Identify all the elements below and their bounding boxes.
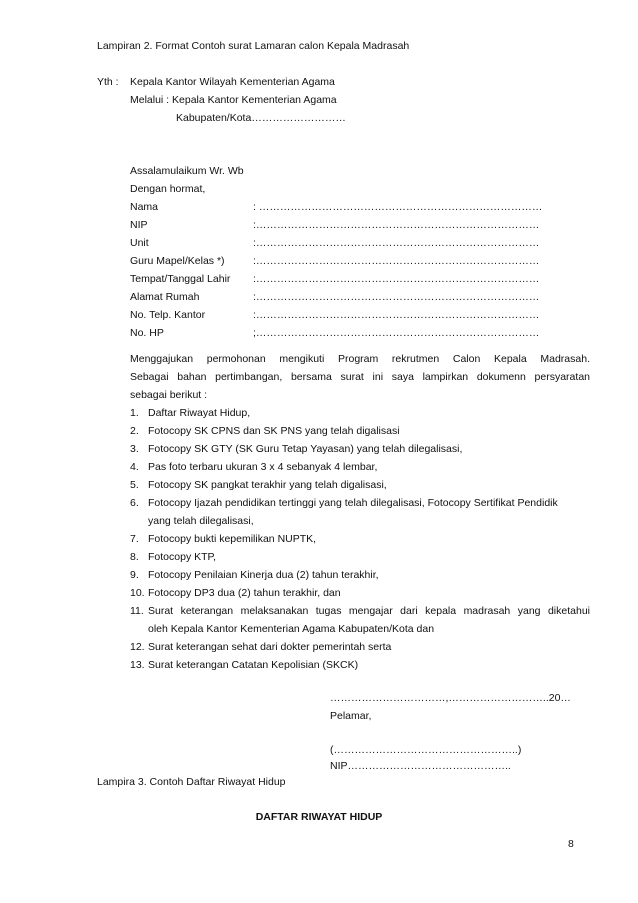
list-number: 8. [130,551,139,563]
paragraph-line: sebagai berikut : [130,389,208,401]
field-label: Guru Mapel/Kelas *) [130,255,225,267]
melalui-line: Melalui : Kepala Kantor Kementerian Agama [130,94,337,106]
lampiran-3-heading: Lampira 3. Contoh Daftar Riwayat Hidup [97,776,286,788]
yth-label: Yth : [97,76,119,88]
field-value: :……………………………………………………………………… [253,219,540,231]
list-number: 7. [130,533,139,545]
list-number: 6. [130,497,139,509]
list-text: Surat keterangan Catatan Kepolisian (SKCK) [148,659,359,671]
list-text: Fotocopy DP3 dua (2) tahun terakhir, dan [148,587,341,599]
list-number: 2. [130,425,139,437]
field-label: Alamat Rumah [130,291,200,303]
paragraph-line: Menggajukan permohonan mengikuti Program rekrutmen Calon Kepala Madrasah. [130,353,590,365]
paragraph-line: Sebagai bahan pertimbangan, bersama surat ini saya lampirkan dokumenn persyaratan [130,371,590,383]
drh-title: DAFTAR RIWAYAT HIDUP [255,811,383,823]
signature-name-line: (……………………………………………..) [330,744,522,756]
list-text: Fotocopy bukti kepemilikan NUPTK, [148,533,317,545]
list-number: 12. [130,641,145,653]
field-value: :……………………………………………………………………… [253,291,540,303]
field-label: Unit [130,237,149,249]
greeting: Assalamulaikum Wr. Wb [130,165,244,177]
salutation: Dengan hormat, [130,183,206,195]
list-number: 5. [130,479,139,491]
signature-pelamar: Pelamar, [330,710,372,722]
field-label: NIP [130,219,148,231]
list-number: 3. [130,443,139,455]
field-label: No. HP [130,327,164,339]
list-text: Pas foto terbaru ukuran 3 x 4 sebanyak 4 lembar, [148,461,378,473]
list-text: Fotocopy KTP, [148,551,217,563]
list-text: Fotocopy Ijazah pendidikan tertinggi yang telah dilegalisasi, Fotocopy Sertifikat Pendidik [148,497,558,509]
field-label: No. Telp. Kantor [130,309,206,321]
kabupaten-line: Kabupaten/Kota……………………… [176,112,346,124]
field-value: :……………………………………………………………………… [253,237,540,249]
request-paragraph [130,350,590,404]
field-value: :……………………………………………………………………… [253,255,540,267]
list-text-continued: oleh Kepala Kantor Kementerian Agama Kabupaten/Kota dan [148,623,435,635]
lampiran-2-heading: Lampiran 2. Format Contoh surat Lamaran calon Kepala Madrasah [97,40,410,52]
list-text: Fotocopy SK CPNS dan SK PNS yang telah digalisasi [148,425,400,437]
yth-recipient: Kepala Kantor Wilayah Kementerian Agama [130,76,335,88]
list-number: 9. [130,569,139,581]
list-text: Fotocopy SK GTY (SK Guru Tetap Yayasan) yang telah dilegalisasi, [148,443,463,455]
field-value: ;……………………………………………………………………… [253,327,540,339]
list-number: 4. [130,461,139,473]
list-number: 1. [130,407,139,419]
list-text: Fotocopy SK pangkat terakhir yang telah digalisasi, [148,479,387,491]
signature-nip-line: NIP……………………………………….. [330,760,511,772]
field-value: :……………………………………………………………………… [253,309,540,321]
list-text-continued: yang telah dilegalisasi, [148,515,254,527]
field-label: Nama [130,201,159,213]
field-value: : ……………………………………………………………………… [253,201,543,213]
signature-place-date: ……………………………,………………………..20… [330,692,571,704]
field-label: Tempat/Tanggal Lahir [130,273,231,285]
list-number: 13. [130,659,145,671]
list-text: Fotocopy Penilaian Kinerja dua (2) tahun terakhir, [148,569,379,581]
list-number: 11. [130,605,144,617]
list-text: Daftar Riwayat Hidup, [148,407,251,419]
list-number: 10. [130,587,145,599]
list-text: Surat keterangan melaksanakan tugas mengajar dari kepala madrasah yang diketahui [148,605,590,617]
page-number: 8 [568,838,574,850]
field-value: :……………………………………………………………………… [253,273,540,285]
list-text: Surat keterangan sehat dari dokter pemerintah serta [148,641,392,653]
